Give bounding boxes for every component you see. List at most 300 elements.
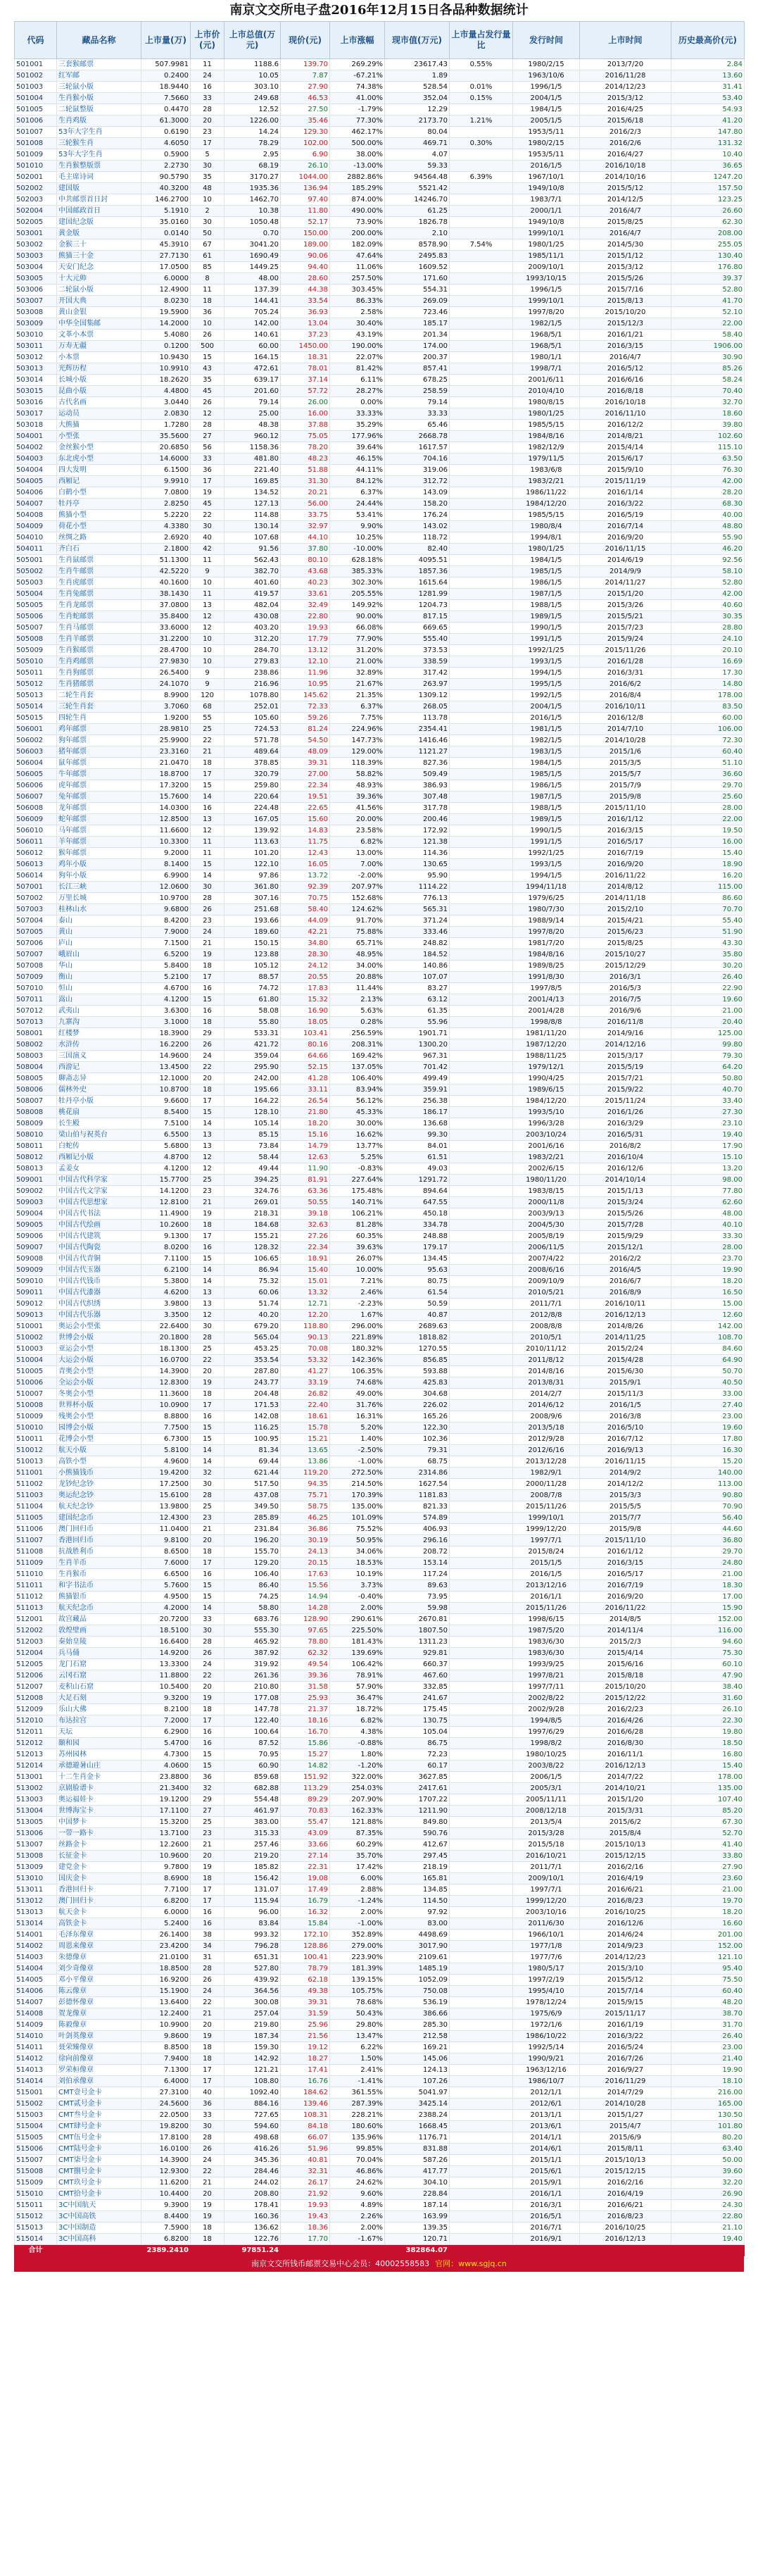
table-row[interactable] (15, 1648, 745, 1659)
table-row[interactable] (15, 206, 745, 217)
cell-price: 15.01 (281, 1276, 330, 1287)
table-row[interactable] (15, 859, 745, 870)
cell-list-price: 30 (191, 521, 225, 532)
table-row[interactable] (15, 1445, 745, 1456)
table-row[interactable] (15, 2177, 745, 2189)
table-row[interactable] (15, 893, 745, 904)
table-row[interactable] (15, 1738, 745, 1749)
table-row[interactable] (15, 296, 745, 307)
table-row[interactable] (15, 2155, 745, 2166)
table-row[interactable] (15, 656, 745, 668)
cell-rise: 38.00% (330, 149, 385, 161)
cell-rise: 106.42% (330, 1659, 385, 1670)
table-row[interactable] (15, 2121, 745, 2132)
cell-ratio (450, 656, 513, 668)
table-row[interactable] (15, 634, 745, 645)
cell-qty: 7.6000 (141, 1558, 191, 1569)
cell-high: 22.90 (671, 983, 745, 994)
table-row[interactable] (15, 2042, 745, 2053)
table-row[interactable] (15, 882, 745, 893)
cell-price: 1044.00 (281, 172, 330, 183)
col-header-qty: 上市量(万) (141, 22, 191, 59)
table-row[interactable] (15, 1603, 745, 1614)
table-row[interactable] (15, 2234, 745, 2245)
table-row[interactable] (15, 1287, 745, 1299)
table-row[interactable] (15, 961, 745, 972)
table-row[interactable] (15, 746, 745, 758)
table-row[interactable] (15, 1490, 745, 1501)
table-row[interactable] (15, 1761, 745, 1772)
table-row[interactable] (15, 307, 745, 318)
table-row[interactable] (15, 499, 745, 510)
table-row[interactable] (15, 814, 745, 825)
cell-name: 乐山大佛 (57, 1704, 141, 1715)
cell-name: 生肖猴币 (57, 1569, 141, 1580)
table-row[interactable] (15, 1896, 745, 1907)
table-row[interactable] (15, 555, 745, 566)
table-row[interactable] (15, 476, 745, 487)
table-row[interactable] (15, 2222, 745, 2234)
table-row[interactable] (15, 848, 745, 859)
table-row[interactable] (15, 442, 745, 454)
table-row[interactable] (15, 1839, 745, 1851)
table-row[interactable] (15, 825, 745, 837)
table-row[interactable] (15, 532, 745, 544)
table-row[interactable] (15, 1186, 745, 1197)
table-row[interactable] (15, 803, 745, 814)
table-row[interactable] (15, 972, 745, 983)
table-row[interactable] (15, 1389, 745, 1400)
table-row[interactable] (15, 217, 745, 228)
table-row[interactable] (15, 1851, 745, 1862)
table-row[interactable] (15, 431, 745, 442)
cell-issue-date: 2005/8/19 (513, 1231, 580, 1242)
table-row[interactable] (15, 1783, 745, 1794)
cell-qty: 18.2620 (141, 375, 191, 386)
cell-code: 503009 (15, 318, 57, 330)
table-row[interactable] (15, 1400, 745, 1411)
table-row[interactable] (15, 769, 745, 780)
table-row[interactable] (15, 2132, 745, 2144)
cell-name: 毛主席诗词 (57, 172, 141, 183)
cell-rise: 18.53% (330, 1558, 385, 1569)
table-row[interactable] (15, 1096, 745, 1107)
table-row[interactable] (15, 780, 745, 792)
cell-price: 39.36 (281, 1670, 330, 1682)
table-row[interactable] (15, 1276, 745, 1287)
table-row[interactable] (15, 251, 745, 262)
table-row[interactable] (15, 228, 745, 239)
cell-ratio (450, 2132, 513, 2144)
table-row[interactable] (15, 397, 745, 408)
cell-rise: 2.41% (330, 2065, 385, 2076)
table-row[interactable] (15, 1828, 745, 1839)
table-row[interactable] (15, 1411, 745, 1423)
table-row[interactable] (15, 623, 745, 634)
table-row[interactable] (15, 104, 745, 115)
cell-market-value: 153.14 (385, 1558, 450, 1569)
table-row[interactable] (15, 1682, 745, 1693)
cell-code: 503005 (15, 273, 57, 285)
cell-price: 22.34 (281, 1242, 330, 1253)
table-row[interactable] (15, 724, 745, 735)
table-row[interactable] (15, 1862, 745, 1873)
cell-list-total: 252.01 (225, 701, 281, 713)
cell-qty: 2.0830 (141, 408, 191, 420)
table-row[interactable] (15, 1952, 745, 1963)
table-row[interactable] (15, 2020, 745, 2031)
table-row[interactable] (15, 2053, 745, 2065)
table-row[interactable] (15, 1017, 745, 1028)
cell-list-price: 42 (191, 544, 225, 555)
cell-name: 花博会小型 (57, 1434, 141, 1445)
table-row[interactable] (15, 1468, 745, 1479)
table-row[interactable] (15, 521, 745, 532)
table-row[interactable] (15, 1028, 745, 1039)
table-row[interactable] (15, 713, 745, 724)
table-row[interactable] (15, 1197, 745, 1208)
table-row[interactable] (15, 1715, 745, 1727)
table-row[interactable] (15, 983, 745, 994)
cell-price: 21.37 (281, 1704, 330, 1715)
table-row[interactable] (15, 1772, 745, 1783)
table-row[interactable] (15, 262, 745, 273)
cell-high: 140.00 (671, 1468, 745, 1479)
cell-name: 罗荣桓像章 (57, 2065, 141, 2076)
table-row[interactable] (15, 1513, 745, 1524)
cell-name: 梁山伯与祝英台 (57, 1130, 141, 1141)
table-row[interactable] (15, 1873, 745, 1884)
table-row[interactable] (15, 758, 745, 769)
table-row[interactable] (15, 645, 745, 656)
table-row[interactable] (15, 1975, 745, 1986)
table-row[interactable] (15, 1907, 745, 1918)
table-row[interactable] (15, 1141, 745, 1152)
table-row[interactable] (15, 1749, 745, 1761)
cell-code: 512011 (15, 1727, 57, 1738)
table-row[interactable] (15, 994, 745, 1006)
table-row[interactable] (15, 1986, 745, 1997)
table-row[interactable] (15, 1062, 745, 1073)
table-row[interactable] (15, 2099, 745, 2110)
cell-market-value: 1270.55 (385, 1344, 450, 1355)
table-row[interactable] (15, 949, 745, 961)
cell-market-value: 102.36 (385, 1434, 450, 1445)
table-row[interactable] (15, 330, 745, 341)
table-row[interactable] (15, 938, 745, 949)
table-row[interactable] (15, 1659, 745, 1670)
table-row[interactable] (15, 1546, 745, 1558)
cell-rise: 180.60% (330, 2121, 385, 2132)
cell-name: CMT玖号金卡 (57, 2177, 141, 2189)
table-row[interactable] (15, 172, 745, 183)
table-row[interactable] (15, 690, 745, 701)
cell-code: 513003 (15, 1794, 57, 1806)
table-row[interactable] (15, 1242, 745, 1253)
table-row[interactable] (15, 1152, 745, 1163)
cell-list-date: 2016/11/15 (580, 544, 671, 555)
table-row[interactable] (15, 1614, 745, 1625)
table-row[interactable] (15, 194, 745, 206)
table-row[interactable] (15, 1332, 745, 1344)
table-row[interactable] (15, 1535, 745, 1546)
table-row[interactable] (15, 1884, 745, 1896)
table-row[interactable] (15, 1084, 745, 1096)
cell-qty: 12.0600 (141, 882, 191, 893)
table-row[interactable] (15, 341, 745, 352)
cell-name: 生肖鸡邮票 (57, 656, 141, 668)
table-row[interactable] (15, 1051, 745, 1062)
cell-price: 16.05 (281, 859, 330, 870)
table-row[interactable] (15, 2211, 745, 2222)
cell-high: 52.80 (671, 285, 745, 296)
table-row[interactable] (15, 2031, 745, 2042)
table-row[interactable] (15, 115, 745, 127)
table-row[interactable] (15, 1997, 745, 2008)
cell-price: 37.14 (281, 375, 330, 386)
cell-name: CMT肆号金卡 (57, 2121, 141, 2132)
table-row[interactable] (15, 510, 745, 521)
table-row[interactable] (15, 2200, 745, 2211)
table-row[interactable] (15, 2166, 745, 2177)
table-row[interactable] (15, 1253, 745, 1265)
table-row[interactable] (15, 1073, 745, 1084)
cell-rise: 135.96% (330, 2132, 385, 2144)
cell-price: 26.00 (281, 397, 330, 408)
cell-list-total: 196.20 (225, 1535, 281, 1546)
cell-price: 100.41 (281, 1952, 330, 1963)
table-row[interactable] (15, 2144, 745, 2155)
cell-qty: 3.0440 (141, 397, 191, 408)
cell-code: 509010 (15, 1276, 57, 1287)
table-row[interactable] (15, 1592, 745, 1603)
cell-list-price: 16 (191, 1006, 225, 1017)
cell-high: 19.60 (671, 994, 745, 1006)
table-row[interactable] (15, 792, 745, 803)
table-row[interactable] (15, 1930, 745, 1941)
cell-rise: 139.69% (330, 1648, 385, 1659)
table-row[interactable] (15, 701, 745, 713)
table-row[interactable] (15, 420, 745, 431)
cell-list-date: 2016/3/15 (580, 825, 671, 837)
cell-name: 西游记 (57, 1062, 141, 1073)
cell-name: 中国梦卡 (57, 1817, 141, 1828)
table-row[interactable] (15, 2087, 745, 2099)
table-row[interactable] (15, 1231, 745, 1242)
cell-name: 文革小本票 (57, 330, 141, 341)
table-row[interactable] (15, 1220, 745, 1231)
cell-code: 512005 (15, 1659, 57, 1670)
table-row[interactable] (15, 1130, 745, 1141)
table-row[interactable] (15, 239, 745, 251)
cell-high: 10.40 (671, 149, 745, 161)
table-row[interactable] (15, 837, 745, 848)
cell-name: 黄山金银 (57, 307, 141, 318)
cell-name: 牡丹亭小版 (57, 1096, 141, 1107)
table-row[interactable] (15, 870, 745, 882)
table-row[interactable] (15, 408, 745, 420)
table-row[interactable] (15, 1423, 745, 1434)
cell-list-price: 9 (191, 668, 225, 679)
cell-ratio (450, 724, 513, 735)
cell-list-date: 2016/10/18 (580, 161, 671, 172)
table-row[interactable] (15, 318, 745, 330)
table-row[interactable] (15, 1479, 745, 1490)
cell-rise: 6.82% (330, 1715, 385, 1727)
table-row[interactable] (15, 1434, 745, 1445)
table-row[interactable] (15, 82, 745, 93)
table-row[interactable] (15, 1637, 745, 1648)
table-row[interactable] (15, 2008, 745, 2020)
table-row[interactable] (15, 1175, 745, 1186)
table-row[interactable] (15, 1941, 745, 1952)
cell-list-total: 472.61 (225, 363, 281, 375)
table-row[interactable] (15, 465, 745, 476)
table-row[interactable] (15, 1163, 745, 1175)
cell-ratio (450, 983, 513, 994)
table-row[interactable] (15, 93, 745, 104)
cell-list-price: 13 (191, 600, 225, 611)
table-row[interactable] (15, 1006, 745, 1017)
table-row[interactable] (15, 1693, 745, 1704)
table-row[interactable] (15, 2076, 745, 2087)
table-row[interactable] (15, 375, 745, 386)
table-row[interactable] (15, 927, 745, 938)
table-row[interactable] (15, 1310, 745, 1321)
cell-qty: 26.5400 (141, 668, 191, 679)
cell-list-date: 2016/11/15 (580, 1456, 671, 1468)
table-row[interactable] (15, 1366, 745, 1377)
cell-price: 128.86 (281, 1941, 330, 1952)
table-row[interactable] (15, 386, 745, 397)
table-row[interactable] (15, 363, 745, 375)
cell-name: 周恩来像章 (57, 1941, 141, 1952)
table-row[interactable] (15, 1569, 745, 1580)
table-row[interactable] (15, 1963, 745, 1975)
cell-list-price: 36 (191, 2099, 225, 2110)
table-row[interactable] (15, 2110, 745, 2121)
table-row[interactable] (15, 566, 745, 577)
table-row[interactable] (15, 1299, 745, 1310)
table-row[interactable] (15, 1208, 745, 1220)
table-row[interactable] (15, 544, 745, 555)
table-row[interactable] (15, 352, 745, 363)
table-row[interactable] (15, 1118, 745, 1130)
cell-qty: 2.8250 (141, 499, 191, 510)
table-row[interactable] (15, 2065, 745, 2076)
table-row[interactable] (15, 1456, 745, 1468)
table-row[interactable] (15, 679, 745, 690)
table-row[interactable] (15, 1580, 745, 1592)
table-row[interactable] (15, 1344, 745, 1355)
cell-name: 狗年小版 (57, 870, 141, 882)
table-row[interactable] (15, 577, 745, 589)
cell-market-value: 184.52 (385, 949, 450, 961)
table-row[interactable] (15, 1558, 745, 1569)
cell-issue-date: 2010/5/1 (513, 1332, 580, 1344)
table-row[interactable] (15, 70, 745, 82)
table-row[interactable] (15, 904, 745, 915)
table-row[interactable] (15, 1704, 745, 1715)
table-row[interactable] (15, 183, 745, 194)
table-row[interactable] (15, 589, 745, 600)
cell-list-date: 2015/6/9 (580, 2132, 671, 2144)
cell-list-total: 79.14 (225, 397, 281, 408)
table-row[interactable] (15, 1794, 745, 1806)
cell-name: 承德避暑山庄 (57, 1761, 141, 1772)
table-row[interactable] (15, 59, 745, 70)
cell-list-price: 16 (191, 1918, 225, 1930)
table-row[interactable] (15, 915, 745, 927)
cell-list-price: 14 (191, 1276, 225, 1287)
cell-ratio (450, 1749, 513, 1761)
table-row[interactable] (15, 454, 745, 465)
cell-rise: 21.35% (330, 690, 385, 701)
table-row[interactable] (15, 1501, 745, 1513)
cell-qty: 17.1100 (141, 1806, 191, 1817)
table-row[interactable] (15, 1670, 745, 1682)
table-row[interactable] (15, 138, 745, 149)
table-row[interactable] (15, 149, 745, 161)
cell-list-price: 30 (191, 1479, 225, 1490)
table-row[interactable] (15, 1377, 745, 1389)
table-row[interactable] (15, 1265, 745, 1276)
cell-qty: 3.1000 (141, 1017, 191, 1028)
cell-name: 生肖龙邮票 (57, 600, 141, 611)
cell-list-total: 105.14 (225, 1118, 281, 1130)
table-row[interactable] (15, 735, 745, 746)
table-row[interactable] (15, 285, 745, 296)
table-row[interactable] (15, 1806, 745, 1817)
cell-qty: 24.5600 (141, 2099, 191, 2110)
cell-list-price: 68 (191, 701, 225, 713)
table-row[interactable] (15, 2189, 745, 2200)
cell-list-total: 364.56 (225, 1986, 281, 1997)
cell-list-price: 15 (191, 1423, 225, 1434)
table-row[interactable] (15, 1355, 745, 1366)
cell-list-total: 1226.00 (225, 115, 281, 127)
table-row[interactable] (15, 1524, 745, 1535)
table-row[interactable] (15, 611, 745, 623)
table-row[interactable] (15, 1107, 745, 1118)
cell-price: 80.10 (281, 555, 330, 566)
table-row[interactable] (15, 487, 745, 499)
table-row[interactable] (15, 1625, 745, 1637)
cell-list-date: 2016/11/10 (580, 408, 671, 420)
cell-qty: 5.7600 (141, 1580, 191, 1592)
table-row[interactable] (15, 1039, 745, 1051)
table-row[interactable] (15, 600, 745, 611)
cell-list-date: 2015/7/16 (580, 285, 671, 296)
table-row[interactable] (15, 273, 745, 285)
cell-issue-date: 1991/1/5 (513, 634, 580, 645)
cell-ratio (450, 1039, 513, 1051)
cell-rise: 50.43% (330, 2008, 385, 2020)
table-row[interactable] (15, 127, 745, 138)
table-row[interactable] (15, 668, 745, 679)
cell-rise: 221.89% (330, 1332, 385, 1344)
cell-market-value: 467.60 (385, 1670, 450, 1682)
table-row[interactable] (15, 1321, 745, 1332)
table-row[interactable] (15, 1918, 745, 1930)
table-row[interactable] (15, 161, 745, 172)
table-row[interactable] (15, 1817, 745, 1828)
cell-issue-date: 2010/11/12 (513, 1344, 580, 1355)
table-row[interactable] (15, 1727, 745, 1738)
cell-ratio (450, 183, 513, 194)
cell-high: 40.00 (671, 510, 745, 521)
cell-qty: 22.6400 (141, 1321, 191, 1332)
